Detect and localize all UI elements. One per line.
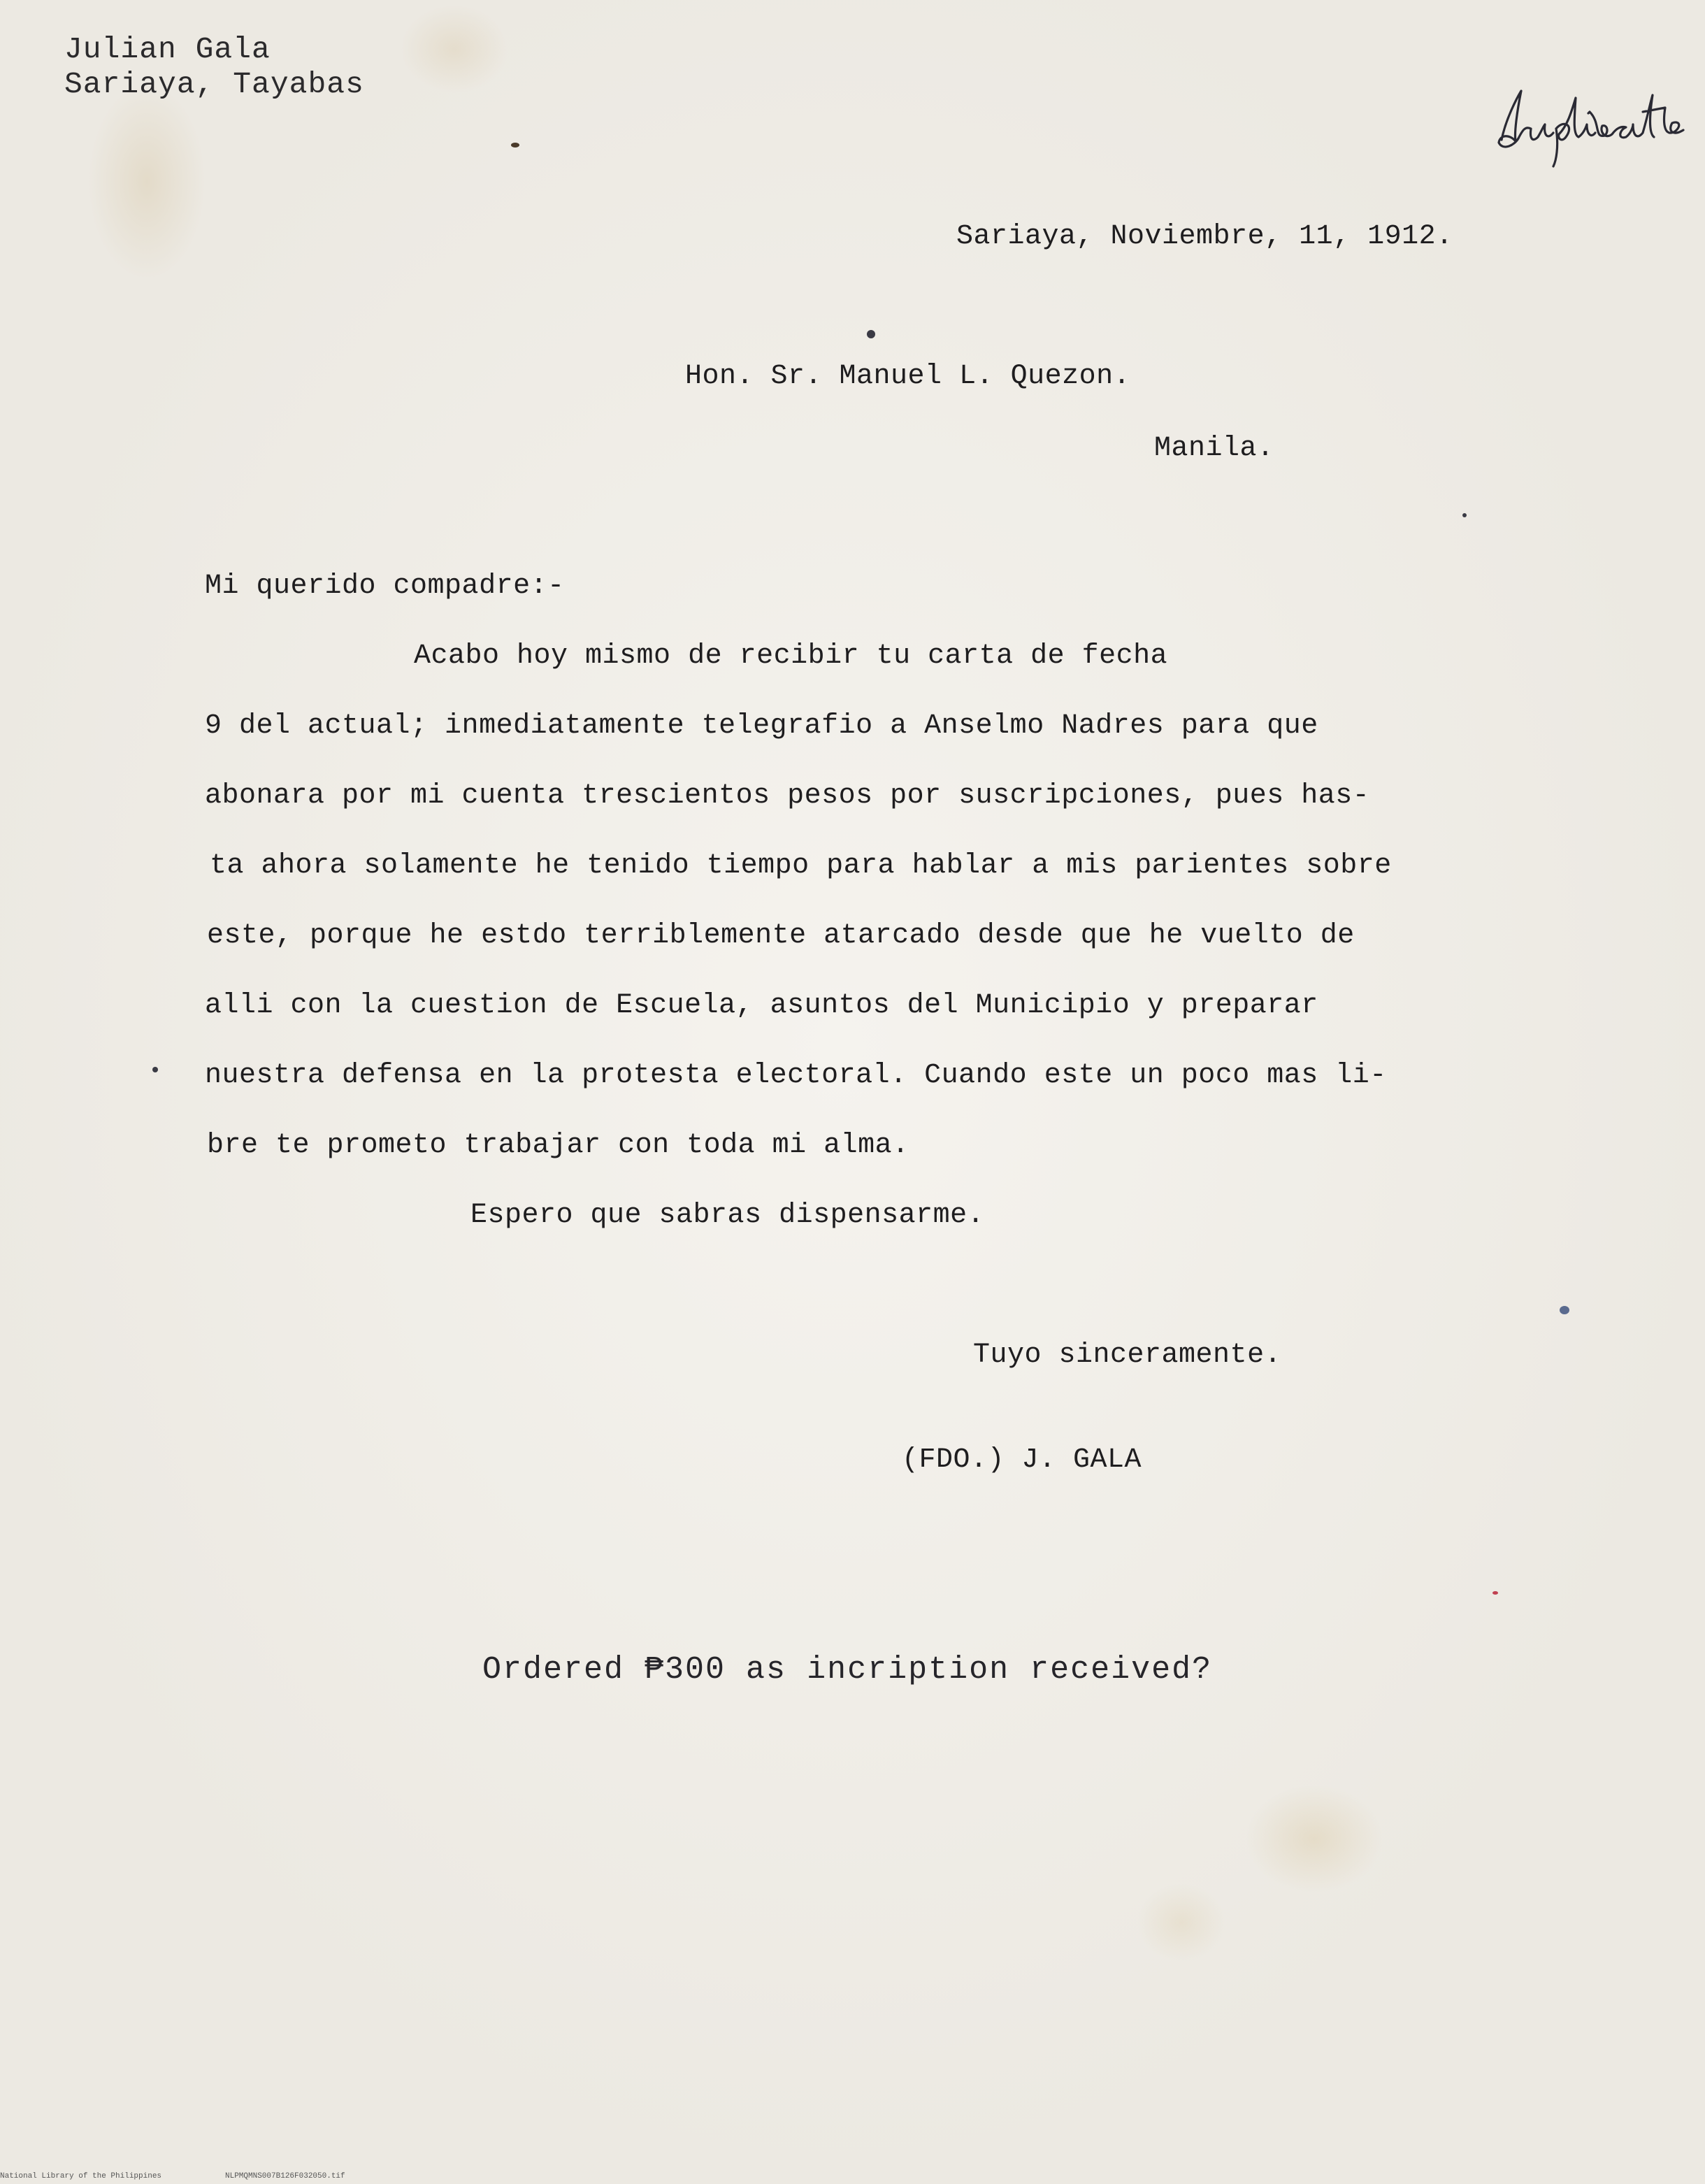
ink-speck [152,1067,158,1072]
date-line: Sariaya, Noviembre, 11, 1912. [956,221,1453,252]
body-line: ta ahora solamente he tenido tiempo para hablar a mis parientes sobre [210,850,1392,882]
body-line: abonara por mi cuenta trescientos pesos por suscripciones, pues has- [205,780,1370,812]
handwritten-note-text: duplicate [1489,70,1493,71]
handwritten-duplicate-annotation [1489,70,1692,168]
footer-library: National Library of the Philippines [0,2172,162,2181]
body-line: bre te prometo trabajar con toda mi alma. [207,1130,909,1161]
sender-name: Julian Gala [64,32,271,66]
body-line: alli con la cuestion de Escuela, asuntos del Municipio y preparar [205,990,1318,1021]
salutation: Mi querido compadre:- [205,570,565,602]
ink-speck [1560,1306,1569,1314]
sender-place: Sariaya, Tayabas [64,67,364,101]
signature: (FDO.) J. GALA [902,1444,1142,1476]
ink-speck [1492,1591,1498,1595]
ink-speck [511,143,519,148]
recipient-name: Hon. Sr. Manuel L. Quezon. [685,361,1131,392]
recipient-city: Manila. [1154,433,1274,464]
body-line: 9 del actual; inmediatamente telegrafio a Anselmo Nadres para que [205,710,1318,742]
ink-speck [867,330,875,338]
footer-file: NLPMQMNS007B126F032050.tif [225,2172,345,2181]
body-line: nuestra defensa en la protesta electoral. Cuando este un poco mas li- [205,1060,1387,1091]
closing-request: Espero que sabras dispensarme. [470,1200,985,1231]
ink-speck [1462,513,1467,517]
ordered-note: Ordered ₱300 as incription received? [482,1652,1213,1688]
body-line: este, porque he estdo terriblemente atarcado desde que he vuelto de [207,920,1355,951]
body-line: Acabo hoy mismo de recibir tu carta de fecha [414,640,1168,672]
valediction: Tuyo sinceramente. [973,1339,1282,1371]
